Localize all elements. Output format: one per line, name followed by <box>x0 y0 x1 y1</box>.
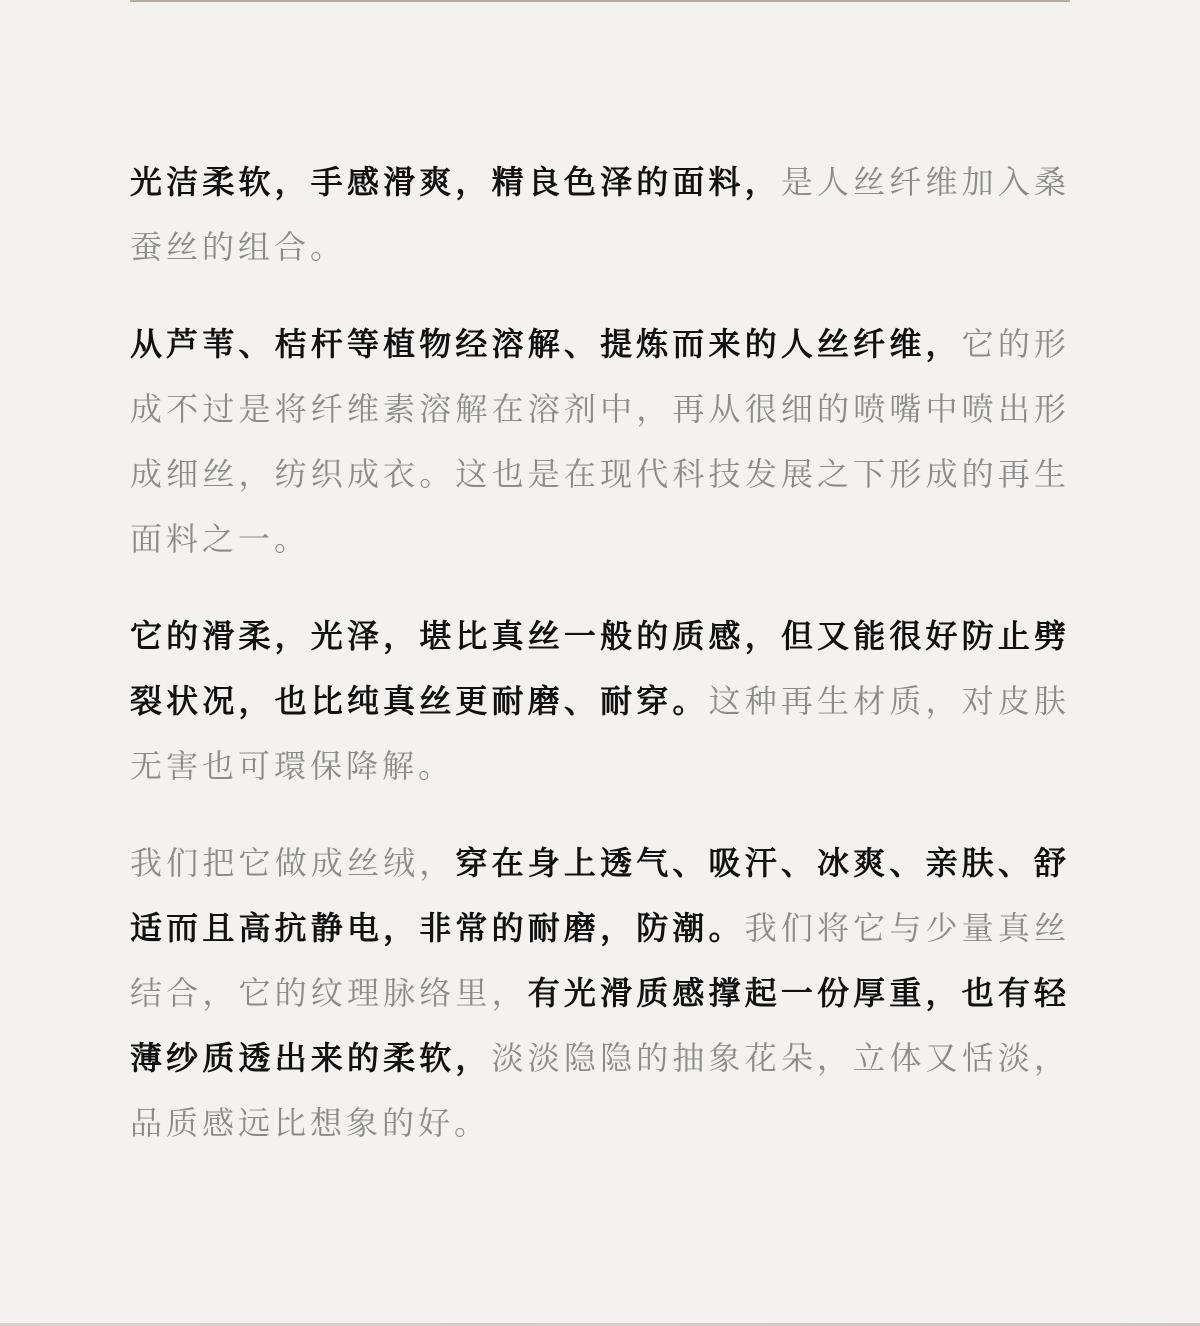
paragraph-2 <box>130 312 1070 572</box>
paragraph-3 <box>130 604 1070 799</box>
paragraph-1-highlight: 光洁柔软，手感滑爽，精良色泽的面料， <box>130 163 781 201</box>
paragraph-4-text-b: 我们将它与少量真丝结合，它的纹理脉络里， <box>130 909 1070 1012</box>
paragraph-4-text-c: 淡淡隐隐的抽象花朵，立体又恬淡，品质感远比想象的好。 <box>130 1039 1070 1142</box>
top-divider <box>130 0 1070 2</box>
paragraph-3-text: 这种再生材质，对皮肤无害也可環保降解。 <box>130 682 1070 785</box>
paragraph-1 <box>130 150 1070 280</box>
paragraph-2-text: 它的形成不过是将纤维素溶解在溶剂中，再从很细的喷嘴中喷出形成细丝，纺织成衣。这也是在现代科技发展之下形成的再生面料之一。 <box>130 325 1070 558</box>
paragraph-2-highlight: 从芦苇、桔杆等植物经溶解、提炼而来的人丝纤维， <box>130 325 962 363</box>
paragraph-1-text: 是人丝纤维加入桑蚕丝的组合。 <box>130 163 1070 266</box>
paragraph-4 <box>130 831 1070 1156</box>
paragraph-4-highlight-b: 有光滑质感撑起一份厚重，也有轻薄纱质透出来的柔软， <box>130 974 1070 1077</box>
paragraph-4-highlight-a: 穿在身上透气、吸汗、冰爽、亲肤、舒适而且高抗静电，非常的耐磨，防潮。 <box>130 844 1070 947</box>
article-body <box>130 150 1070 1188</box>
paragraph-3-highlight: 它的滑柔，光泽，堪比真丝一般的质感，但又能很好防止劈裂状况，也比纯真丝更耐磨、耐穿。 <box>130 617 1070 720</box>
paragraph-4-text-a: 我们把它做成丝绒， <box>130 844 456 882</box>
